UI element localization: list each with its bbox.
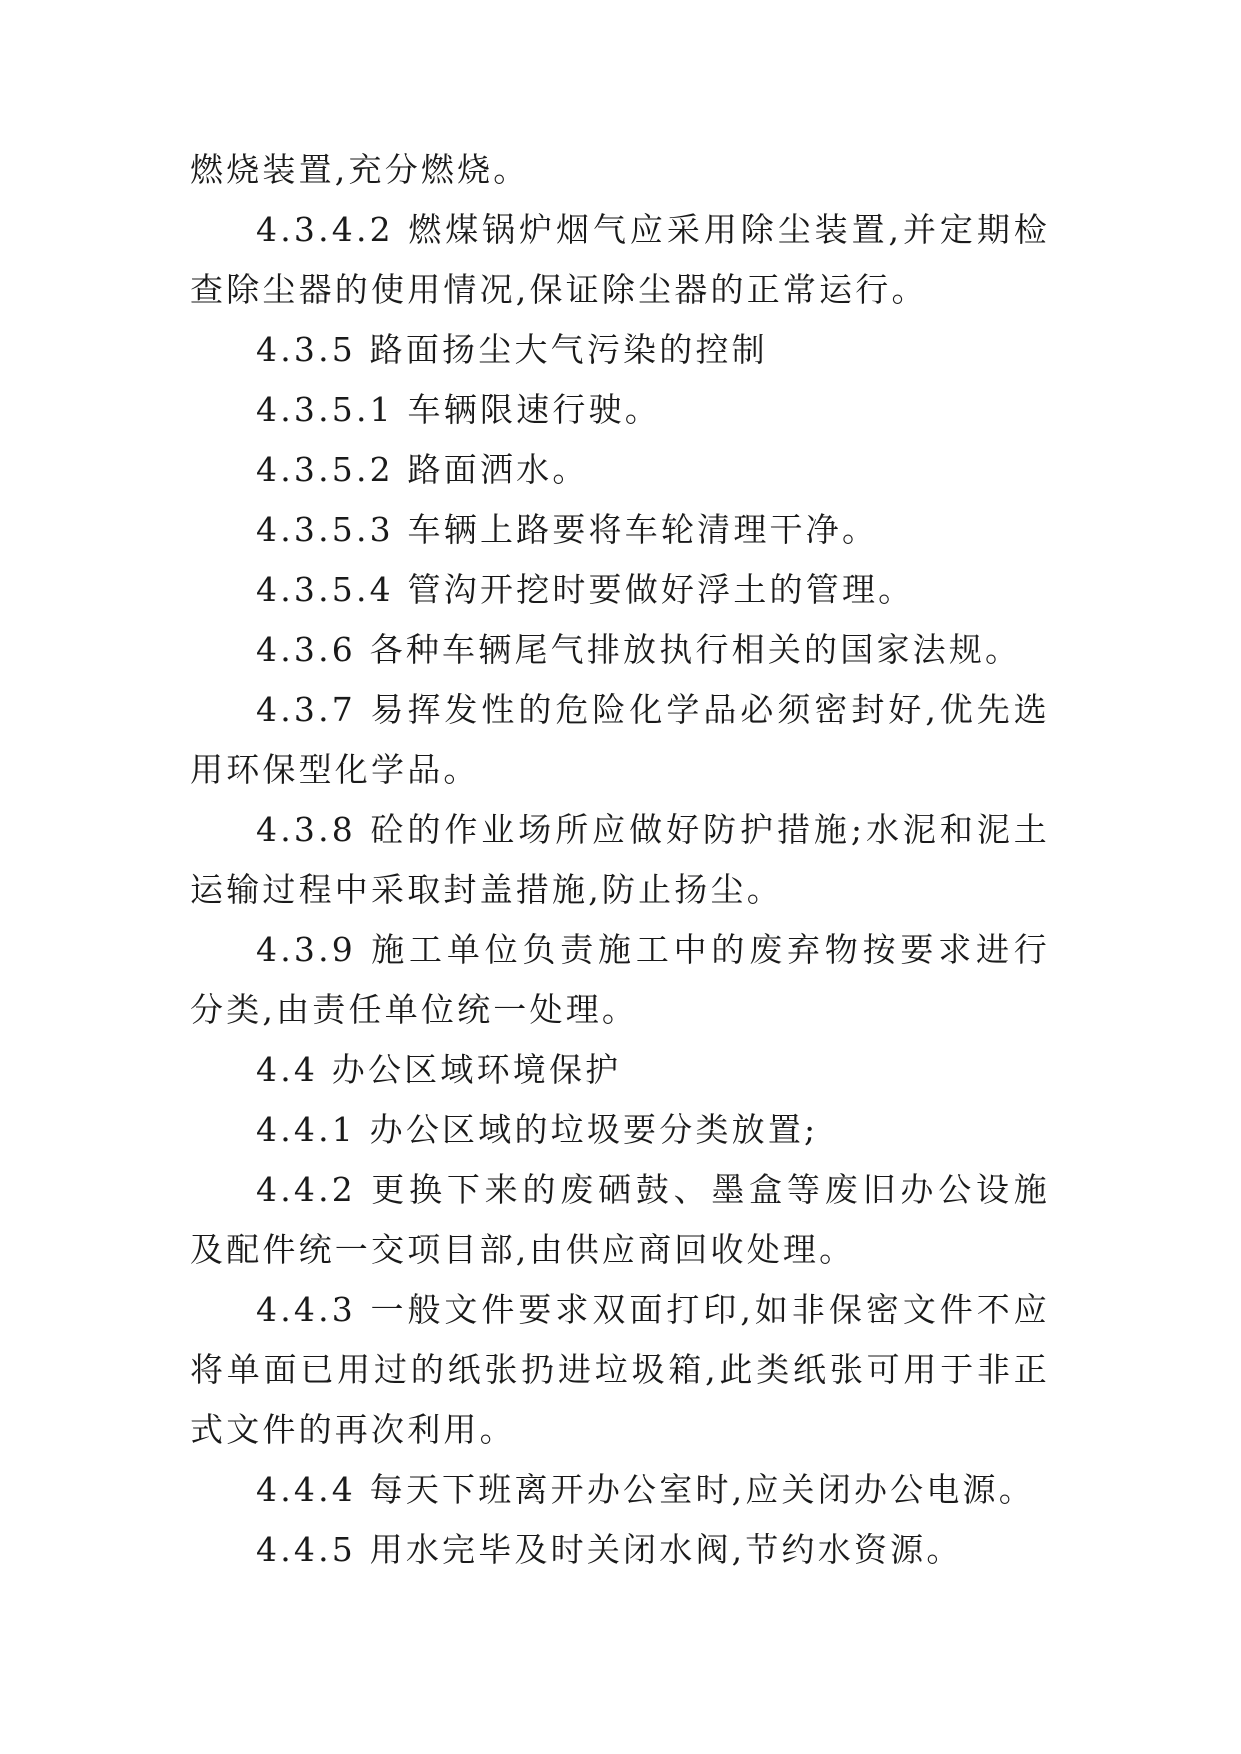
paragraph-4-3-5-2: 4.3.5.2 路面洒水。 bbox=[256, 450, 589, 489]
paragraph-4-3-5-1: 4.3.5.1 车辆限速行驶。 bbox=[256, 390, 661, 429]
paragraph-4-4-5: 4.4.5 用水完毕及时关闭水阀,节约水资源。 bbox=[256, 1530, 963, 1569]
paragraph-4-4-1: 4.4.1 办公区域的垃圾要分类放置; bbox=[256, 1110, 819, 1149]
document-page bbox=[190, 140, 1050, 1580]
paragraph-4-3-9: 4.3.9 施工单位负责施工中的废弃物按要求进行分类,由责任单位统一处理。 bbox=[190, 930, 1050, 1029]
paragraph-4-4-3: 4.4.3 一般文件要求双面打印,如非保密文件不应将单面已用过的纸张扔进垃圾箱,此类纸张可用于非正式文件的再次利用。 bbox=[190, 1290, 1050, 1449]
paragraph-4-4-4: 4.4.4 每天下班离开办公室时,应关闭办公电源。 bbox=[256, 1470, 1035, 1509]
paragraph-4-3-7: 4.3.7 易挥发性的危险化学品必须密封好,优先选用环保型化学品。 bbox=[190, 690, 1050, 789]
heading-4-3-5: 4.3.5 路面扬尘大气污染的控制 bbox=[256, 330, 768, 369]
paragraph-continuation: 燃烧装置,充分燃烧。 bbox=[190, 150, 530, 189]
paragraph-4-3-5-3: 4.3.5.3 车辆上路要将车轮清理干净。 bbox=[256, 510, 879, 549]
paragraph-4-3-4-2: 4.3.4.2 燃煤锅炉烟气应采用除尘装置,并定期检查除尘器的使用情况,保证除尘器的正常运行。 bbox=[190, 210, 1050, 309]
paragraph-4-3-8: 4.3.8 砼的作业场所应做好防护措施;水泥和泥土运输过程中采取封盖措施,防止扬尘。 bbox=[190, 810, 1050, 909]
paragraph-4-4-2: 4.4.2 更换下来的废硒鼓、墨盒等废旧办公设施及配件统一交项目部,由供应商回收处理。 bbox=[190, 1170, 1050, 1269]
paragraph-4-3-5-4: 4.3.5.4 管沟开挖时要做好浮土的管理。 bbox=[256, 570, 915, 609]
paragraph-4-3-6: 4.3.6 各种车辆尾气排放执行相关的国家法规。 bbox=[256, 630, 1022, 669]
heading-4-4: 4.4 办公区域环境保护 bbox=[256, 1050, 622, 1089]
